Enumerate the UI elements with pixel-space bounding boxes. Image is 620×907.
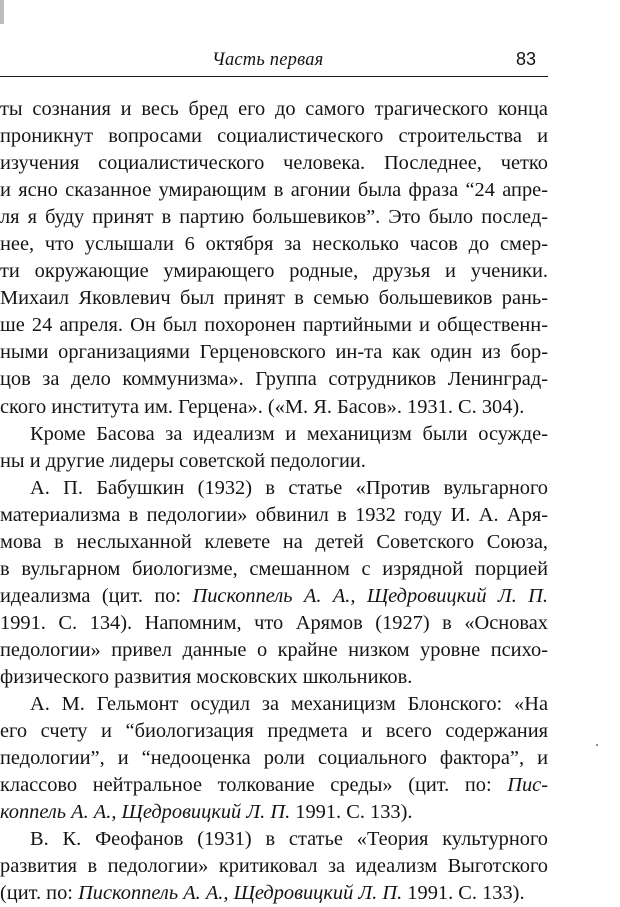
text-line: педологии”, и “недооценка роли социального фактора”, и — [0, 747, 548, 770]
text-line — [0, 772, 548, 799]
text-line: развития в педологии» критиковал за идеализм Выготского — [0, 855, 548, 878]
text-line: ными организациями Герценовского ин-та как один из бор- — [0, 341, 548, 364]
text-line: физического развития московских школьников. — [0, 665, 413, 688]
text-line: нее, что услышали 6 октября за несколько часов до смер- — [0, 233, 548, 256]
text-line: и ясно сказанное умирающим в агонии была фраза “24 апре- — [0, 179, 548, 202]
page-header — [0, 44, 548, 77]
page-number: 83 — [516, 49, 537, 69]
text-line — [0, 799, 548, 826]
text-line — [0, 583, 548, 610]
text-line: ского института им. Герцена». («М. Я. Басов». 1931. С. 304). — [0, 395, 525, 418]
text-line: 1991. С. 134). Напомним, что Арямов (1927) в «Основах — [0, 611, 548, 634]
text-segment: (цит. по: — [0, 882, 79, 905]
text-line: А. М. Гельмонт осудил за механицизм Блонского: «На — [30, 693, 548, 716]
text-line: ты сознания и весь бред его до самого трагического конца — [0, 98, 548, 120]
text-line: ше 24 апреля. Он был похоронен партийными и общественн- — [0, 314, 548, 337]
text-line — [0, 880, 548, 907]
text-line: проникнут вопросами социалистического строительства и — [0, 125, 548, 148]
text-line: ны и другие лидеры советской педологии. — [0, 449, 366, 472]
text-segment: идеализма (цит. по: — [0, 584, 193, 607]
text-line: в вульгарном биологизме, смешанном с изрядной порцией — [0, 557, 548, 580]
text-line: Михаил Яковлевич был принят в семью большевиков рань- — [0, 287, 548, 310]
text-line: Кроме Басова за идеализм и механицизм были осужде- — [30, 422, 548, 445]
citation-authors: коппель А. А., Щедровицкий Л. П. — [0, 801, 291, 824]
text-line: мова в неслыханной клевете на детей Советского Союза, — [0, 530, 548, 553]
text-segment: 1991. С. 133). — [402, 882, 525, 905]
scan-edge — [0, 0, 4, 24]
text-line: изучения социалистического человека. Последнее, четко — [0, 152, 548, 175]
text-line: материализма в педологии» обвинил в 1932 году И. А. Аря- — [0, 503, 548, 526]
text-line: В. К. Феофанов (1931) в статье «Теория культурного — [30, 828, 548, 851]
running-title: Часть первая — [212, 50, 324, 70]
text-line: его счету и “биологизация предмета и всего содержания — [0, 720, 548, 743]
text-line: педологии» привел данные о крайне низком уровне психо- — [0, 638, 548, 661]
text-segment: классово нейтральное толкование среды» (цит. по: — [0, 774, 508, 797]
body-text — [0, 96, 548, 907]
text-line: ти окружающие умирающего родные, друзья и ученики. — [0, 260, 548, 283]
text-line: ля я буду принят в партию большевиков”. Это было послед- — [0, 206, 548, 229]
citation-authors: Пис- — [507, 774, 548, 797]
margin-speck — [596, 744, 598, 746]
citation-authors: Пископпель А. А., Щедровицкий Л. П. — [78, 882, 403, 905]
citation-authors: Пископпель А. А., Щедровицкий Л. П. — [192, 584, 548, 607]
text-line: А. П. Бабушкин (1932) в статье «Против вульгарного — [30, 476, 548, 499]
text-line: цов за дело коммунизма». Группа сотрудников Ленинград- — [0, 368, 548, 391]
text-segment: 1991. С. 133). — [290, 801, 413, 824]
